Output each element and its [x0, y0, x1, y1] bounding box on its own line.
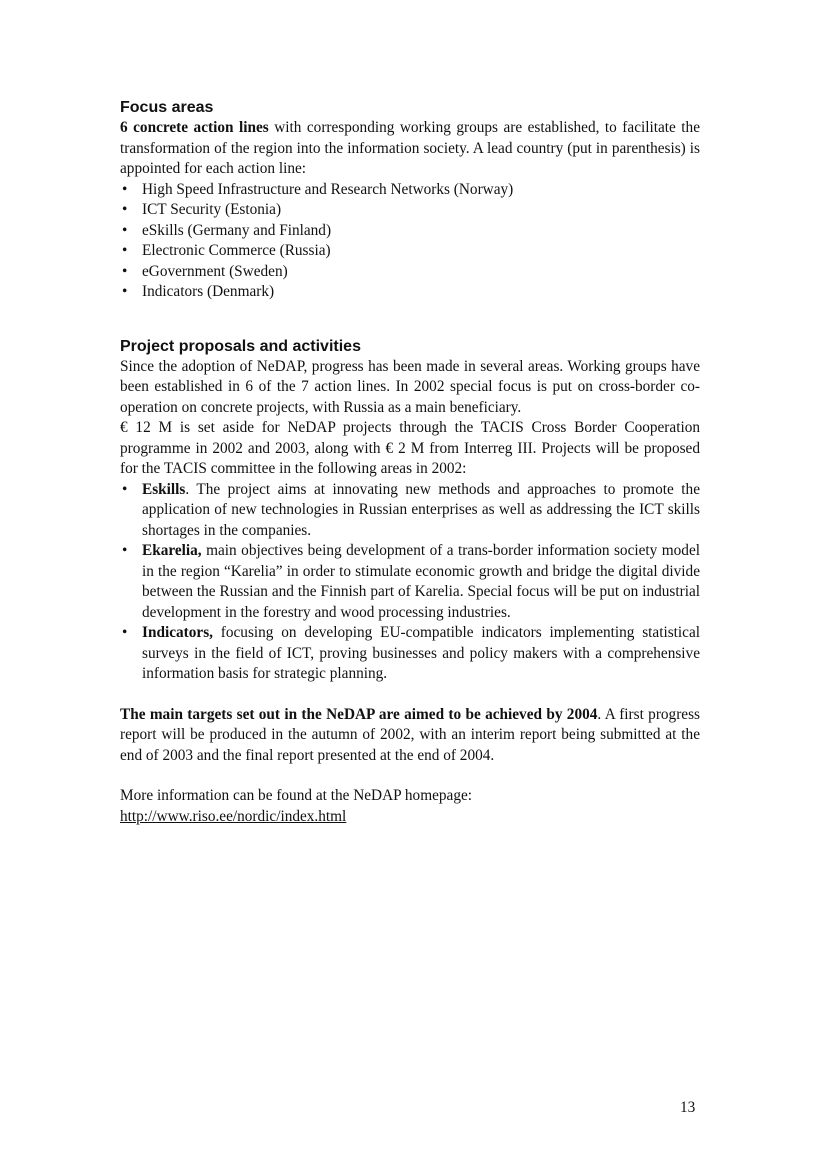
- list-item: • eSkills (Germany and Finland): [120, 221, 700, 242]
- bullet-icon: •: [122, 283, 128, 300]
- homepage-link[interactable]: http://www.riso.ee/nordic/index.html: [120, 807, 347, 825]
- targets-paragraph: The main targets set out in the NeDAP are aimed to be achieved by 2004. A first progress report will be produced in the autumn of 2002, with an interim report being submitted at the end of 2003 and the final report presented at the end of 2004.: [120, 705, 700, 764]
- page-number: 13: [680, 1099, 696, 1116]
- action-lines-emphasis: 6 concrete action lines: [120, 119, 269, 136]
- bullet-icon: •: [122, 201, 128, 218]
- list-item: • Electronic Commerce (Russia): [120, 241, 700, 262]
- list-item: • Indicators, focusing on developing EU-compatible indicators implementing statistical surveys in the field of ICT, proving businesses and policy makers with a comprehensive information basis for strategic planning.: [122, 624, 700, 682]
- progress-paragraph: Since the adoption of NeDAP, progress has been made in several areas. Working groups have been established in 6 of the 7 action lines. In 2002 special focus is put on cross-border co-operation on concrete projects, with Russia as a main beneficiary.: [120, 357, 700, 416]
- focus-areas-heading: Focus areas: [120, 99, 214, 116]
- bullet-icon: •: [122, 624, 128, 641]
- list-item: • High Speed Infrastructure and Research Networks (Norway): [120, 180, 700, 201]
- focus-intro-text: with corresponding working groups are established, to facilitate the transformation of the region into the information society. A lead country (put in parenthesis) is appointed for each action line:: [120, 119, 700, 177]
- project-areas-list: [120, 480, 700, 685]
- bullet-icon: •: [122, 262, 128, 280]
- list-item: • ICT Security (Estonia): [120, 200, 700, 221]
- list-item: • Eskills. The project aims at innovating new methods and approaches to promote the application of new technologies in Russian enterprises as well as addressing the ICT skills shortages in the companies.: [122, 480, 700, 539]
- bullet-icon: •: [122, 221, 128, 239]
- funding-paragraph: € 12 M is set aside for NeDAP projects through the TACIS Cross Border Cooperation programme in 2002 and 2003, along with € 2 M from Interreg III. Projects will be proposed for the TACIS committee in the following areas in 2002:: [120, 419, 700, 477]
- bullet-icon: •: [122, 180, 128, 198]
- more-info-text: More information can be found at the NeDAP homepage:: [120, 787, 473, 804]
- focus-areas-intro: [120, 118, 700, 180]
- action-lines-list: [120, 180, 700, 303]
- document-body: [120, 98, 700, 827]
- bullet-icon: •: [122, 542, 128, 559]
- bullet-icon: •: [122, 480, 128, 498]
- list-item: • eGovernment (Sweden): [120, 262, 700, 283]
- list-item: • Indicators (Denmark): [120, 282, 700, 303]
- project-proposals-heading: Project proposals and activities: [120, 337, 361, 355]
- targets-emphasis: The main targets set out in the NeDAP are aimed to be achieved by 2004: [120, 705, 598, 723]
- list-item: • Ekarelia, main objectives being development of a trans-border information society model in the region “Karelia” in order to stimulate economic growth and bridge the digital divide between the Russian and the Finnish part of Karelia. Special focus will be put on industrial development in the forestry and wood processing industries.: [122, 542, 700, 621]
- bullet-icon: •: [122, 242, 128, 259]
